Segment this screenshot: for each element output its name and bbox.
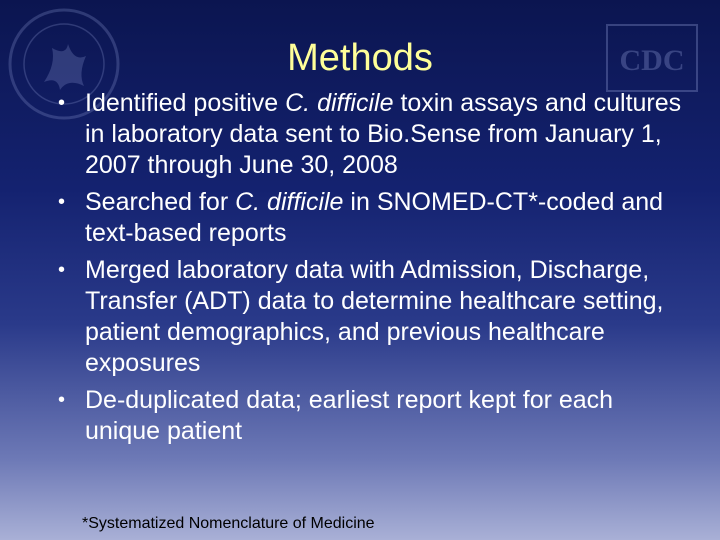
svg-text:CDC: CDC (619, 44, 685, 77)
bullet-dot-icon: • (58, 259, 66, 281)
bullet-dot-icon: • (58, 92, 66, 114)
bullet-item (52, 385, 692, 447)
organism-name: C. difficile (235, 188, 344, 216)
footnote: *Systematized Nomenclature of Medicine (82, 515, 375, 532)
bullet-text: De-duplicated data; earliest report kept for each unique patient (85, 386, 614, 445)
bullet-text: in SNOMED-CT*-coded and text-based reports (85, 188, 664, 247)
bullet-dot-icon: • (58, 389, 66, 411)
bullet-text: toxin assays and cultures in laboratory data sent to Bio.Sense from January 1, 2007 through June 30, 2008 (85, 89, 682, 179)
bullet-text: Searched for (85, 188, 236, 216)
bullet-dot-icon: • (58, 191, 66, 213)
bullet-item (52, 255, 692, 379)
bullet-text: Identified positive (85, 89, 286, 117)
bullet-text: Merged laboratory data with Admission, Discharge, Transfer (ADT) data to determine healthcare setting, patient demographics, and previous healthcare exposures (85, 256, 664, 377)
bullet-item (52, 88, 692, 181)
organism-name: C. difficile (285, 89, 394, 117)
bullet-item (52, 187, 692, 249)
methods-bullet-list (52, 88, 692, 453)
slide-title: Methods (287, 37, 433, 79)
